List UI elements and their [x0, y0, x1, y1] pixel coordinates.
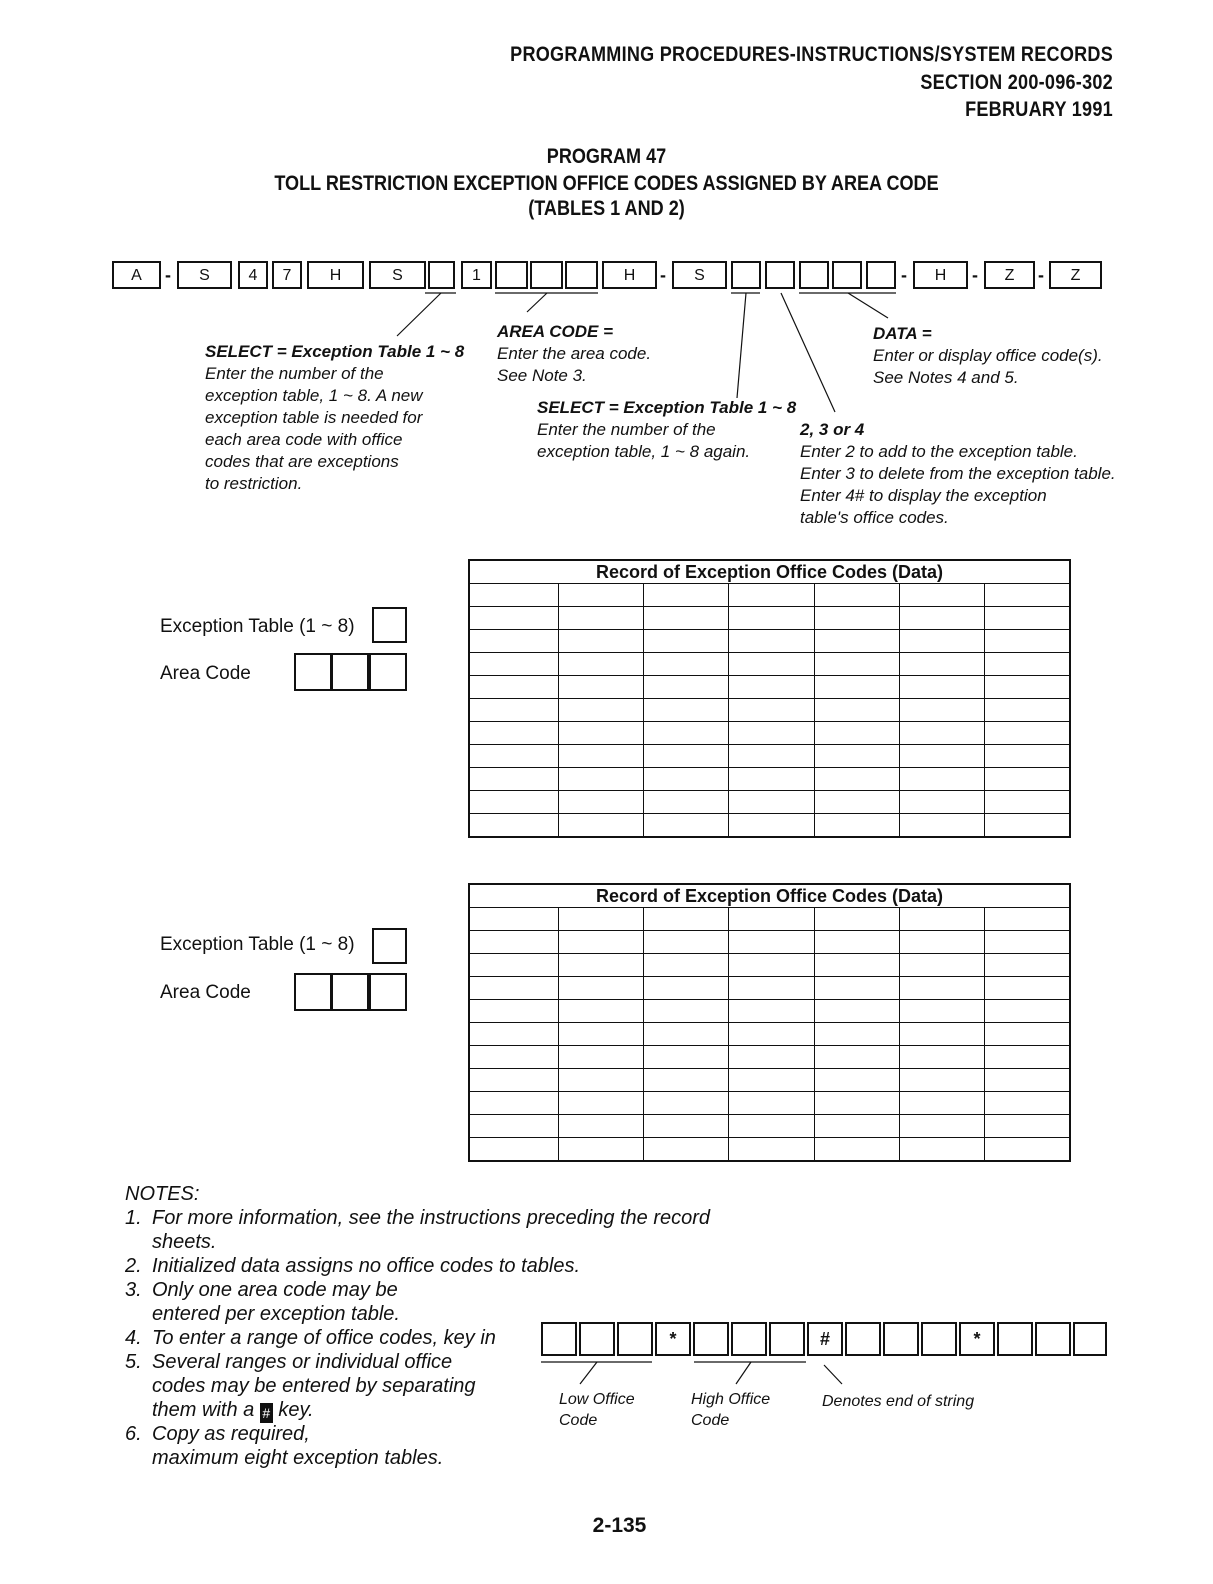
record-cell[interactable]: [469, 1138, 559, 1162]
record-cell[interactable]: [729, 791, 814, 814]
key-box: S: [672, 261, 727, 289]
end-of-string-caption: Denotes end of string: [822, 1393, 975, 1410]
annotation-select-again: [537, 397, 796, 463]
record-cell[interactable]: [984, 1138, 1070, 1162]
record-cell[interactable]: [899, 954, 984, 977]
record-cell[interactable]: [644, 653, 729, 676]
record-cell[interactable]: [814, 1069, 899, 1092]
note-text: For more information, see the instructions preceding the record: [152, 1207, 711, 1229]
record-cell[interactable]: [559, 722, 644, 745]
record-cell[interactable]: [469, 791, 559, 814]
record-cell[interactable]: [469, 630, 559, 653]
record-cell[interactable]: [814, 653, 899, 676]
record-cell[interactable]: [899, 791, 984, 814]
note-text: entered per exception table.: [152, 1303, 400, 1325]
annotation-line: Enter the number of the: [205, 364, 384, 383]
record-cell[interactable]: [469, 768, 559, 791]
key-dash: -: [165, 265, 171, 285]
annotation-line: table's office codes.: [800, 508, 949, 527]
record-cell[interactable]: [469, 1115, 559, 1138]
record-cell[interactable]: [984, 1000, 1070, 1023]
record-cell[interactable]: [814, 791, 899, 814]
header-section-number: SECTION 200-096-302: [920, 71, 1113, 94]
record-cell[interactable]: [984, 1069, 1070, 1092]
range-box: [883, 1322, 919, 1356]
record-cell[interactable]: [469, 607, 559, 630]
record-cell[interactable]: [984, 791, 1070, 814]
record-cell[interactable]: [729, 653, 814, 676]
record-cell[interactable]: [469, 584, 559, 607]
record-cell[interactable]: [899, 745, 984, 768]
range-box: [1073, 1322, 1107, 1356]
record-cell[interactable]: [644, 1115, 729, 1138]
record-cell[interactable]: [814, 977, 899, 1000]
record-cell[interactable]: [469, 954, 559, 977]
record-cell[interactable]: [814, 676, 899, 699]
note-text: maximum eight exception tables.: [152, 1447, 444, 1469]
record-cell[interactable]: [559, 699, 644, 722]
caption-line: Low Office: [559, 1391, 635, 1408]
record-cell[interactable]: [559, 791, 644, 814]
range-box: [541, 1322, 577, 1356]
record-cell[interactable]: [984, 1115, 1070, 1138]
record-cell[interactable]: [559, 1069, 644, 1092]
annotation-line: Enter the area code.: [497, 344, 652, 363]
record-cell[interactable]: [984, 814, 1070, 838]
key-box: H: [602, 261, 657, 289]
record-table-title: Record of Exception Office Codes (Data): [469, 560, 1070, 584]
annotation-line: exception table, 1 ~ 8. A new: [205, 386, 423, 405]
record-cell[interactable]: [644, 676, 729, 699]
annotation-line: See Notes 4 and 5.: [873, 368, 1019, 387]
record-cell[interactable]: [814, 584, 899, 607]
area-code-digit-box[interactable]: [294, 973, 332, 1011]
record-cell[interactable]: [644, 1023, 729, 1046]
low-office-code-caption: [559, 1389, 635, 1431]
record-cell[interactable]: [729, 1069, 814, 1092]
page-number: 2-135: [592, 1514, 647, 1537]
record-cell[interactable]: [644, 699, 729, 722]
record-cell[interactable]: [729, 1138, 814, 1162]
record-cell[interactable]: [644, 607, 729, 630]
record-cell[interactable]: [559, 745, 644, 768]
record-cell[interactable]: [984, 722, 1070, 745]
record-cell[interactable]: [469, 908, 559, 931]
record-cell[interactable]: [984, 908, 1070, 931]
annotation-heading: 2, 3 or 4: [800, 420, 865, 439]
record-cell[interactable]: [559, 607, 644, 630]
note-number: 1.: [125, 1207, 142, 1229]
record-cell[interactable]: [469, 676, 559, 699]
record-cell[interactable]: [984, 1092, 1070, 1115]
notes-heading: NOTES:: [125, 1183, 200, 1205]
record-cell[interactable]: [899, 653, 984, 676]
range-box: [579, 1322, 615, 1356]
record-cell[interactable]: [729, 699, 814, 722]
record-cell[interactable]: [729, 814, 814, 838]
key-box: Z: [984, 261, 1035, 289]
record-cell[interactable]: [899, 607, 984, 630]
header-date: FEBRUARY 1991: [965, 98, 1113, 121]
record-cell[interactable]: [729, 931, 814, 954]
record-cell[interactable]: [644, 584, 729, 607]
note-text: codes may be entered by separating: [152, 1375, 476, 1397]
key-box: S: [177, 261, 232, 289]
record-cell[interactable]: [984, 977, 1070, 1000]
annotation-select-table: [205, 341, 464, 495]
note-text: Several ranges or individual office: [152, 1351, 453, 1373]
key-dash: -: [972, 265, 978, 285]
asterisk-key-box: *: [655, 1322, 691, 1356]
record-cell[interactable]: [559, 954, 644, 977]
record-cell[interactable]: [644, 791, 729, 814]
annotation-line: exception table, 1 ~ 8 again.: [537, 442, 751, 461]
record-cell[interactable]: [729, 676, 814, 699]
record-cell[interactable]: [559, 814, 644, 838]
record-table-2: [468, 883, 1071, 1162]
record-cell[interactable]: [644, 1138, 729, 1162]
note-number: 6.: [125, 1423, 142, 1445]
record-cell[interactable]: [469, 931, 559, 954]
range-box: [845, 1322, 881, 1356]
record-cell[interactable]: [984, 676, 1070, 699]
note-number: 5.: [125, 1351, 142, 1373]
record-cell[interactable]: [814, 1000, 899, 1023]
record-cell[interactable]: [644, 630, 729, 653]
record-cell[interactable]: [899, 1000, 984, 1023]
area-code-digit-box[interactable]: [369, 973, 407, 1011]
record-cell[interactable]: [984, 931, 1070, 954]
record-cell[interactable]: [899, 1138, 984, 1162]
record-cell[interactable]: [644, 722, 729, 745]
record-cell[interactable]: [899, 676, 984, 699]
record-cell[interactable]: [814, 630, 899, 653]
annotation-line: Enter 2 to add to the exception table.: [800, 442, 1078, 461]
note-text: Only one area code may be: [152, 1279, 398, 1301]
annotation-heading: DATA =: [873, 324, 932, 343]
record-table-title: Record of Exception Office Codes (Data): [469, 884, 1070, 908]
record-cell[interactable]: [469, 653, 559, 676]
record-cell[interactable]: [984, 607, 1070, 630]
annotation-data: [873, 323, 1103, 389]
record-cell[interactable]: [899, 814, 984, 838]
record-cell[interactable]: [984, 653, 1070, 676]
record-cell[interactable]: [814, 607, 899, 630]
record-cell[interactable]: [984, 1023, 1070, 1046]
record-cell[interactable]: [984, 768, 1070, 791]
record-cell[interactable]: [644, 931, 729, 954]
record-cell[interactable]: [559, 584, 644, 607]
key-dash: -: [660, 265, 666, 285]
annotation-heading: SELECT = Exception Table 1 ~ 8: [205, 342, 465, 361]
note-number: 4.: [125, 1327, 142, 1349]
annotation-area-code: [497, 321, 651, 387]
key-box: H: [913, 261, 968, 289]
record-cell[interactable]: [729, 908, 814, 931]
exception-table-number-box[interactable]: [372, 607, 407, 643]
record-cell[interactable]: [559, 931, 644, 954]
exception-table-number-box[interactable]: [372, 928, 407, 964]
area-code-label: Area Code: [160, 663, 251, 684]
record-cell[interactable]: [984, 699, 1070, 722]
record-cell[interactable]: [559, 676, 644, 699]
record-cell[interactable]: [559, 1000, 644, 1023]
record-cell[interactable]: [559, 768, 644, 791]
record-cell[interactable]: [644, 1069, 729, 1092]
key-box: S: [369, 261, 426, 289]
high-office-code-caption: [691, 1389, 770, 1431]
record-cell[interactable]: [729, 977, 814, 1000]
record-cell[interactable]: [469, 977, 559, 1000]
record-cell[interactable]: [644, 745, 729, 768]
record-cell[interactable]: [559, 977, 644, 1000]
record-cell[interactable]: [469, 699, 559, 722]
record-cell[interactable]: [469, 745, 559, 768]
record-cell[interactable]: [559, 1092, 644, 1115]
hash-key-icon: #: [260, 1403, 273, 1423]
record-cell[interactable]: [984, 1046, 1070, 1069]
key-dash: -: [901, 265, 907, 285]
range-box: [731, 1322, 767, 1356]
annotation-line: exception table is needed for: [205, 408, 423, 427]
record-cell[interactable]: [814, 768, 899, 791]
record-cell[interactable]: [729, 1092, 814, 1115]
record-cell[interactable]: [814, 954, 899, 977]
record-cell[interactable]: [729, 1046, 814, 1069]
record-cell[interactable]: [469, 722, 559, 745]
note-number: 2.: [125, 1255, 142, 1277]
range-box: [693, 1322, 729, 1356]
record-cell[interactable]: [899, 630, 984, 653]
record-cell[interactable]: [469, 814, 559, 838]
record-cell[interactable]: [559, 630, 644, 653]
hash-key-box: #: [807, 1322, 843, 1356]
record-cell[interactable]: [559, 1023, 644, 1046]
key-box: 4: [238, 261, 268, 289]
record-cell[interactable]: [644, 1000, 729, 1023]
record-cell[interactable]: [644, 1046, 729, 1069]
record-cell[interactable]: [984, 745, 1070, 768]
record-cell[interactable]: [729, 584, 814, 607]
record-cell[interactable]: [814, 699, 899, 722]
record-cell[interactable]: [899, 977, 984, 1000]
note-number: 3.: [125, 1279, 142, 1301]
record-cell[interactable]: [899, 1115, 984, 1138]
record-cell[interactable]: [729, 745, 814, 768]
annotation-line: to restriction.: [205, 474, 303, 493]
record-cell[interactable]: [814, 1092, 899, 1115]
record-cell[interactable]: [814, 1115, 899, 1138]
record-cell[interactable]: [559, 1138, 644, 1162]
range-box: [769, 1322, 805, 1356]
caption-line: High Office: [691, 1391, 771, 1408]
record-cell[interactable]: [814, 931, 899, 954]
record-cell[interactable]: [814, 1046, 899, 1069]
record-cell[interactable]: [984, 630, 1070, 653]
record-cell[interactable]: [899, 768, 984, 791]
area-code-label: Area Code: [160, 982, 251, 1003]
range-box: [1035, 1322, 1071, 1356]
record-cell[interactable]: [899, 1069, 984, 1092]
note-text-with-key: [152, 1398, 314, 1423]
key-box: 7: [272, 261, 302, 289]
record-cell[interactable]: [559, 1046, 644, 1069]
caption-line: Code: [559, 1412, 598, 1429]
annotation-line: Enter the number of the: [537, 420, 716, 439]
record-cell[interactable]: [899, 722, 984, 745]
record-cell[interactable]: [729, 607, 814, 630]
header-section-title: PROGRAMMING PROCEDURES-INSTRUCTIONS/SYSTEM RECORDS: [510, 43, 1113, 66]
annotation-line: See Note 3.: [497, 366, 587, 385]
record-cell[interactable]: [469, 1092, 559, 1115]
note-text: key.: [278, 1399, 314, 1421]
key-box: Z: [1049, 261, 1102, 289]
record-cell[interactable]: [644, 977, 729, 1000]
record-cell[interactable]: [644, 1092, 729, 1115]
record-cell[interactable]: [644, 814, 729, 838]
record-cell[interactable]: [984, 584, 1070, 607]
record-cell[interactable]: [469, 1023, 559, 1046]
note-text: Copy as required,: [152, 1423, 310, 1445]
area-code-digit-box[interactable]: [331, 973, 369, 1011]
area-code-digit-box[interactable]: [331, 653, 369, 691]
record-cell[interactable]: [984, 954, 1070, 977]
annotation-line: Enter 3 to delete from the exception table.: [800, 464, 1116, 483]
note-text: them with a: [152, 1399, 255, 1421]
range-box: [617, 1322, 653, 1356]
record-cell[interactable]: [729, 1115, 814, 1138]
record-cell[interactable]: [644, 954, 729, 977]
record-cell[interactable]: [729, 1023, 814, 1046]
record-cell[interactable]: [899, 699, 984, 722]
range-box: [921, 1322, 957, 1356]
annotation-line: Enter or display office code(s).: [873, 346, 1103, 365]
record-cell[interactable]: [814, 1023, 899, 1046]
asterisk-key-box: *: [959, 1322, 995, 1356]
annotation-line: codes that are exceptions: [205, 452, 399, 471]
record-cell[interactable]: [469, 1000, 559, 1023]
record-cell[interactable]: [729, 1000, 814, 1023]
key-box: A: [112, 261, 161, 289]
record-cell[interactable]: [729, 630, 814, 653]
annotation-operation: [800, 419, 1116, 529]
record-cell[interactable]: [814, 814, 899, 838]
record-cell[interactable]: [644, 908, 729, 931]
record-table-1: [468, 559, 1071, 838]
program-tables: (TABLES 1 AND 2): [528, 197, 685, 220]
record-cell[interactable]: [729, 954, 814, 977]
record-cell[interactable]: [899, 1023, 984, 1046]
record-cell[interactable]: [899, 1046, 984, 1069]
record-cell[interactable]: [899, 584, 984, 607]
area-code-digit-box[interactable]: [369, 653, 407, 691]
record-cell[interactable]: [559, 653, 644, 676]
record-cell[interactable]: [469, 1069, 559, 1092]
exception-table-label: Exception Table (1 ~ 8): [160, 934, 355, 955]
note-text: To enter a range of office codes, key in: [152, 1327, 496, 1349]
range-box: [997, 1322, 1033, 1356]
record-cell[interactable]: [899, 908, 984, 931]
exception-table-label: Exception Table (1 ~ 8): [160, 616, 355, 637]
record-cell[interactable]: [559, 908, 644, 931]
annotation-line: Enter 4# to display the exception: [800, 486, 1047, 505]
note-text: Initialized data assigns no office codes to tables.: [152, 1255, 581, 1277]
key-box: 1: [461, 261, 492, 289]
area-code-digit-box[interactable]: [294, 653, 332, 691]
annotation-heading: AREA CODE =: [497, 322, 614, 341]
record-cell[interactable]: [469, 1046, 559, 1069]
record-cell[interactable]: [729, 768, 814, 791]
program-title: TOLL RESTRICTION EXCEPTION OFFICE CODES ASSIGNED BY AREA CODE: [274, 172, 939, 195]
caption-line: Code: [691, 1412, 730, 1429]
record-cell[interactable]: [814, 908, 899, 931]
note-text: sheets.: [152, 1231, 217, 1253]
record-cell[interactable]: [899, 1092, 984, 1115]
record-cell[interactable]: [559, 1115, 644, 1138]
record-cell[interactable]: [814, 722, 899, 745]
record-cell[interactable]: [814, 745, 899, 768]
annotation-line: each area code with office: [205, 430, 403, 449]
record-cell[interactable]: [814, 1138, 899, 1162]
record-cell[interactable]: [644, 768, 729, 791]
record-cell[interactable]: [899, 931, 984, 954]
key-dash: -: [1038, 265, 1044, 285]
annotation-heading: SELECT = Exception Table 1 ~ 8: [537, 398, 797, 417]
record-cell[interactable]: [729, 722, 814, 745]
key-box: H: [307, 261, 364, 289]
program-number: PROGRAM 47: [546, 145, 667, 168]
